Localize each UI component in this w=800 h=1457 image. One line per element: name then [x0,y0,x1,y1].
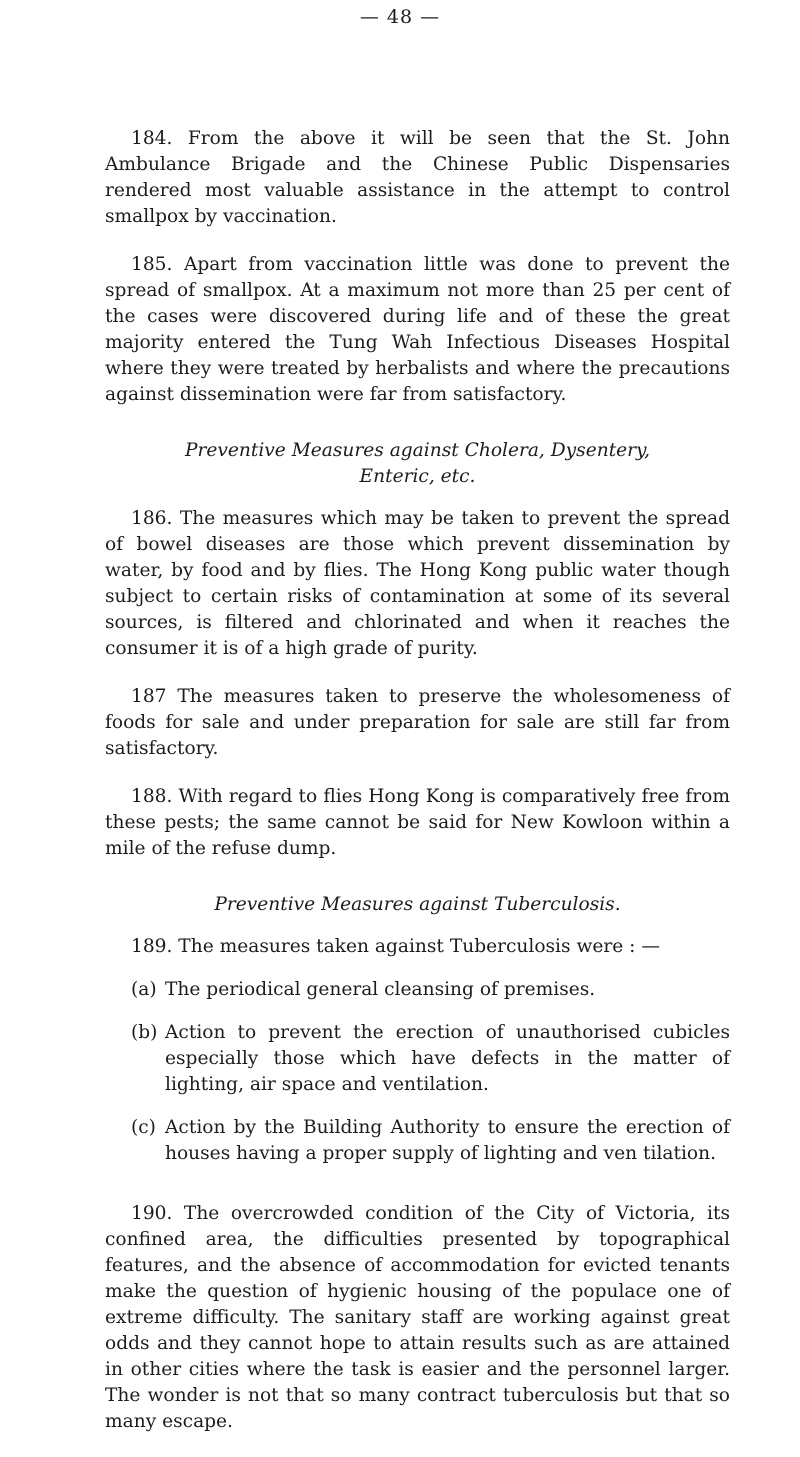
paragraph-185: 185. Apart from vaccination little was done to prevent the spread of smallpox. At a maximum not more than 25 per cent of the cases were discovered during life and of these the great majority entered the Tung Wah Infectious Diseases Hospital where they were treated by herbalists and where the precautions against dissemination were far from satisfactory. [105,254,730,405]
list-item-c [131,1115,730,1167]
paragraph-189: 189. The measures taken against Tuberculosis were : — [131,936,660,957]
page-number: — 48 — [359,6,441,28]
list-item-text: Action by the Building Authority to ensure the erection of houses having a proper supply of lighting and ven tilation. [165,1117,730,1164]
heading-line-2: Enteric, etc. [359,466,476,487]
list-marker: (a) [131,979,157,1000]
paragraph-187: 187 The measures taken to preserve the wholesomeness of foods for sale and under preparation for sale are still far from satisfactory. [105,686,730,759]
paragraph-184: 184. From the above it will be seen that the St. John Ambulance Brigade and the Chinese Public Dispensaries rendered most valuable assistance in the attempt to control smallpox by vaccination. [105,128,730,227]
paragraph-188: 188. With regard to flies Hong Kong is comparatively free from these pests; the same cannot be said for New Kowloon within a mile of the refuse dump. [105,786,730,859]
list-marker: (b) [131,1022,158,1043]
paragraph-190: 190. The overcrowded condition of the City of Victoria, its confined area, the difficulties presented by topographical features, and the absence of accommodation for evicted tenants make the question of hygienic housing of the populace one of extreme difficulty. The sanitary staff are working against great odds and they cannot hope to attain results such as are attained in other cities where the task is easier and the personnel larger. The wonder is not that so many contract tuberculosis but that so many escape. [105,1203,730,1432]
list-item-a [131,977,730,1003]
list-marker: (c) [131,1117,156,1138]
list-item-text: The periodical general cleansing of premises. [165,979,596,1000]
paragraph-186: 186. The measures which may be taken to prevent the spread of bowel diseases are those which prevent dissemination by water, by food and by flies. The Hong Kong public water though subject to certain risks of contamination at some of its several sources, is filtered and chlorinated and when it reaches the consumer it is of a high grade of purity. [105,508,730,659]
heading-line-1: Preventive Measures against Cholera, Dysentery, [184,440,650,461]
list-item-b [131,1020,730,1098]
section-heading-cholera [105,438,730,490]
section-heading-tuberculosis: Preventive Measures against Tuberculosis. [214,894,621,915]
document-body [105,126,730,1457]
list-item-text: Action to prevent the erection of unauthorised cubicles especially those which have defects in the matter of lighting, air space and ventilation. [165,1022,730,1095]
